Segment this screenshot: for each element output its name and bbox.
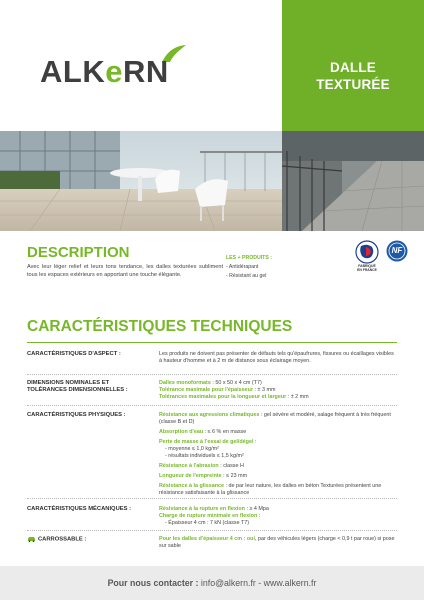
made-in-france-caption: FABRIQUÉ EN FRANCE <box>357 264 377 272</box>
product-title-line2: TEXTURÉE <box>316 77 390 92</box>
physical-text: Résistance aux agressions climatiques : gel sévère et modéré, salage fréquent à très fréquent (classe B et D) Absorption d'eau : ≤ 6 % en masse Perte de masse à l'essai de gel/dégel : - moyenne ≤ 1,0 kg/m² - résultats individuels ≤ 1,5 kg/m² Résistance à l'abrasion : classe H Longueur de l'empreinte : ≤ 23 mm Résistance à la glissance : de par leur nature, les dalles en béton Texturées présentent une résistance satisfaisante à la glissance <box>159 412 391 496</box>
mechanical-text: Résistance à la rupture en flexion : ≥ 4 Mpa Charge de rupture minimale en flexion : - Épaisseur 4 cm : 7 kN (classe T7) <box>159 506 269 526</box>
contact-line: Pour nous contacter : info@alkern.fr - www.alkern.fr <box>107 578 317 588</box>
terrace-photo <box>0 131 282 231</box>
divider <box>27 498 397 499</box>
divider <box>27 374 397 375</box>
product-title-box <box>282 0 424 131</box>
walkway-photo <box>282 131 424 231</box>
traffic-text: Pour les dalles d'épaisseur 4 cm : oui, par des véhicules légers (charge < 0,9 t par roue) si pose sur sable <box>159 536 395 549</box>
traffic-label: CARROSSABLE : <box>27 536 157 544</box>
product-benefits-heading: LES + PRODUITS : <box>226 255 272 261</box>
nf-label: NF <box>391 246 403 255</box>
nf-certification-badge <box>386 240 408 262</box>
aspect-label: CARACTÉRISTIQUES D'ASPECT : <box>27 351 121 357</box>
footer <box>0 566 424 600</box>
made-in-france-badge <box>354 240 380 272</box>
physical-label: CARACTÉRISTIQUES PHYSIQUES : <box>27 412 126 418</box>
description-heading: DESCRIPTION <box>27 244 130 261</box>
technical-specs-heading: CARACTÉRISTIQUES TECHNIQUES <box>27 318 293 335</box>
divider <box>27 342 397 343</box>
description-text: Avec leur léger relief et leurs tons tendance, les dalles texturées subliment tous les espaces extérieurs en apportant une touche élégante. <box>27 264 223 278</box>
divider <box>27 530 397 531</box>
benefit-item: - Résistant au gel <box>226 273 267 279</box>
divider <box>27 405 397 406</box>
aspect-text: Les produits ne doivent pas présenter de défauts tels qu'épaufrures, fissures ou écaillages visibles à hauteur d'homme et à 2 m de distance sous éclairage moyen. <box>159 351 394 364</box>
dimensions-text: Dalles monoformats : 50 x 50 x 4 cm (T7) Tolérance maximale pour l'épaisseur : ± 3 mm Tolérances maximales pour la longueur et largeur : ± 2 mm <box>159 380 309 400</box>
dimensions-label: DIMENSIONS NOMINALES ET TOLÉRANCES DIMENSIONNELLES : <box>27 380 128 394</box>
france-flag-icon <box>354 240 380 264</box>
brand-wordmark: ALKeRN <box>40 54 169 89</box>
car-icon <box>27 536 36 542</box>
mechanical-label: CARACTÉRISTIQUES MÉCANIQUES : <box>27 506 132 512</box>
alkern-logo <box>40 44 236 88</box>
product-title-line1: DALLE <box>330 60 376 75</box>
benefit-item: - Antidérapant <box>226 264 259 270</box>
